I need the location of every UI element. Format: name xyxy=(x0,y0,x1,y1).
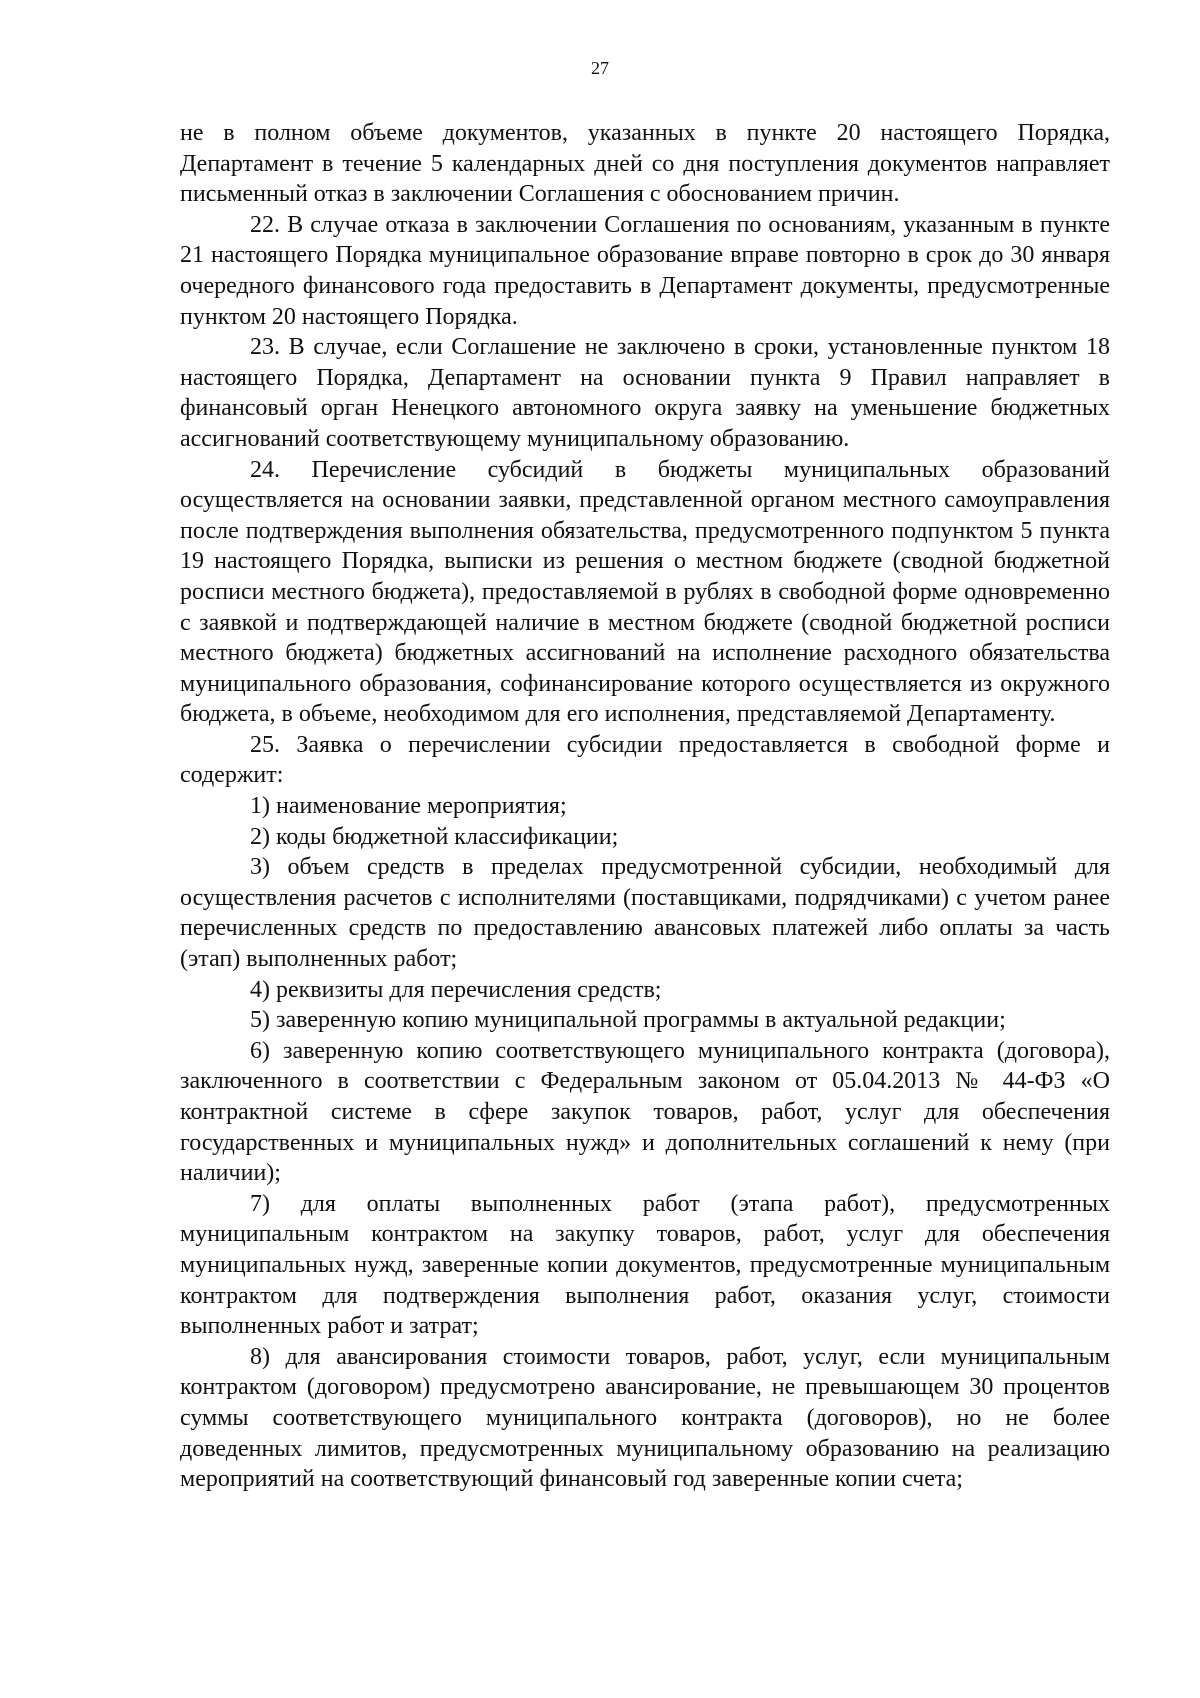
paragraph-24: 24. Перечисление субсидий в бюджеты муниципальных образований осуществляется на основании заявки, представленной органом местного самоуправления после подтверждения выполнения обязательства, предусмотренного подпунктом 5 пункта 19 настоящего Порядка, выписки из решения о местном бюджете (сводной бюджетной росписи местного бюджета), предоставляемой в рублях в свободной форме одновременно с заявкой и подтверждающей наличие в местном бюджете (сводной бюджетной росписи местного бюджета) бюджетных ассигнований на исполнение расходного обязательства муниципального образования, софинансирование которого осуществляется из окружного бюджета, в объеме, необходимом для его исполнения, представляемой Департаменту. xyxy=(180,456,1110,728)
paragraph-23: 23. В случае, если Соглашение не заключено в сроки, установленные пунктом 18 настоящего Порядка, Департамент на основании пункта 9 Правил направляет в финансовый орган Ненецкого автономного округа заявку на уменьшение бюджетных ассигнований соответствующему муниципальному образованию. xyxy=(180,334,1110,452)
list-item-25-5: 5) заверенную копию муниципальной программы в актуальной редакции; xyxy=(250,1007,1006,1034)
paragraph-continuation: не в полном объеме документов, указанных в пункте 20 настоящего Порядка, Департамент в течение 5 календарных дней со дня поступления документов направляет письменный отказ в заключении Соглашения с обоснованием причин. xyxy=(180,120,1110,208)
list-item-25-8: 8) для авансирования стоимости товаров, работ, услуг, если муниципальным контрактом (договором) предусмотрено авансирование, не превышающем 30 процентов суммы соответствующего муниципального контракта (договоров), но не более доведенных лимитов, предусмотренных муниципальному образованию на реализацию мероприятий на соответствующий финансовый год заверенные копии счета; xyxy=(180,1343,1110,1493)
document-body xyxy=(180,118,1110,1495)
list-item-25-7: 7) для оплаты выполненных работ (этапа работ), предусмотренных муниципальным контрактом на закупку товаров, работ, услуг для обеспечения муниципальных нужд, заверенные копии документов, предусмотренные муниципальным контрактом для подтверждения выполнения работ, оказания услуг, стоимости выполненных работ и затрат; xyxy=(180,1190,1110,1340)
list-item-25-4: 4) реквизиты для перечисления средств; xyxy=(250,976,662,1003)
list-item-25-6: 6) заверенную копию соответствующего муниципального контракта (договора), заключенного в соответствии с Федеральным законом от 05.04.2013 № 44-ФЗ «О контрактной системе в сфере закупок товаров, работ, услуг для обеспечения государственных и муниципальных нужд» и дополнительных соглашений к нему (при наличии); xyxy=(180,1037,1110,1187)
page-number: 27 xyxy=(591,58,609,78)
list-item-25-3: 3) объем средств в пределах предусмотренной субсидии, необходимый для осуществления расчетов с исполнителями (поставщиками, подрядчиками) с учетом ранее перечисленных средств по предоставлению авансовых платежей либо оплаты за часть (этап) выполненных работ; xyxy=(180,854,1110,973)
list-item-25-2: 2) коды бюджетной классификации; xyxy=(250,823,619,850)
list-item-25-1: 1) наименование мероприятия; xyxy=(250,793,567,820)
paragraph-25: 25. Заявка о перечислении субсидии предоставляется в свободной форме и содержит: xyxy=(180,731,1110,789)
paragraph-22: 22. В случае отказа в заключении Соглашения по основаниям, указанным в пункте 21 настоящего Порядка муниципальное образование вправе повторно в срок до 30 января очередного финансового года предоставить в Департамент документы, предусмотренные пунктом 20 настоящего Порядка. xyxy=(180,211,1110,330)
